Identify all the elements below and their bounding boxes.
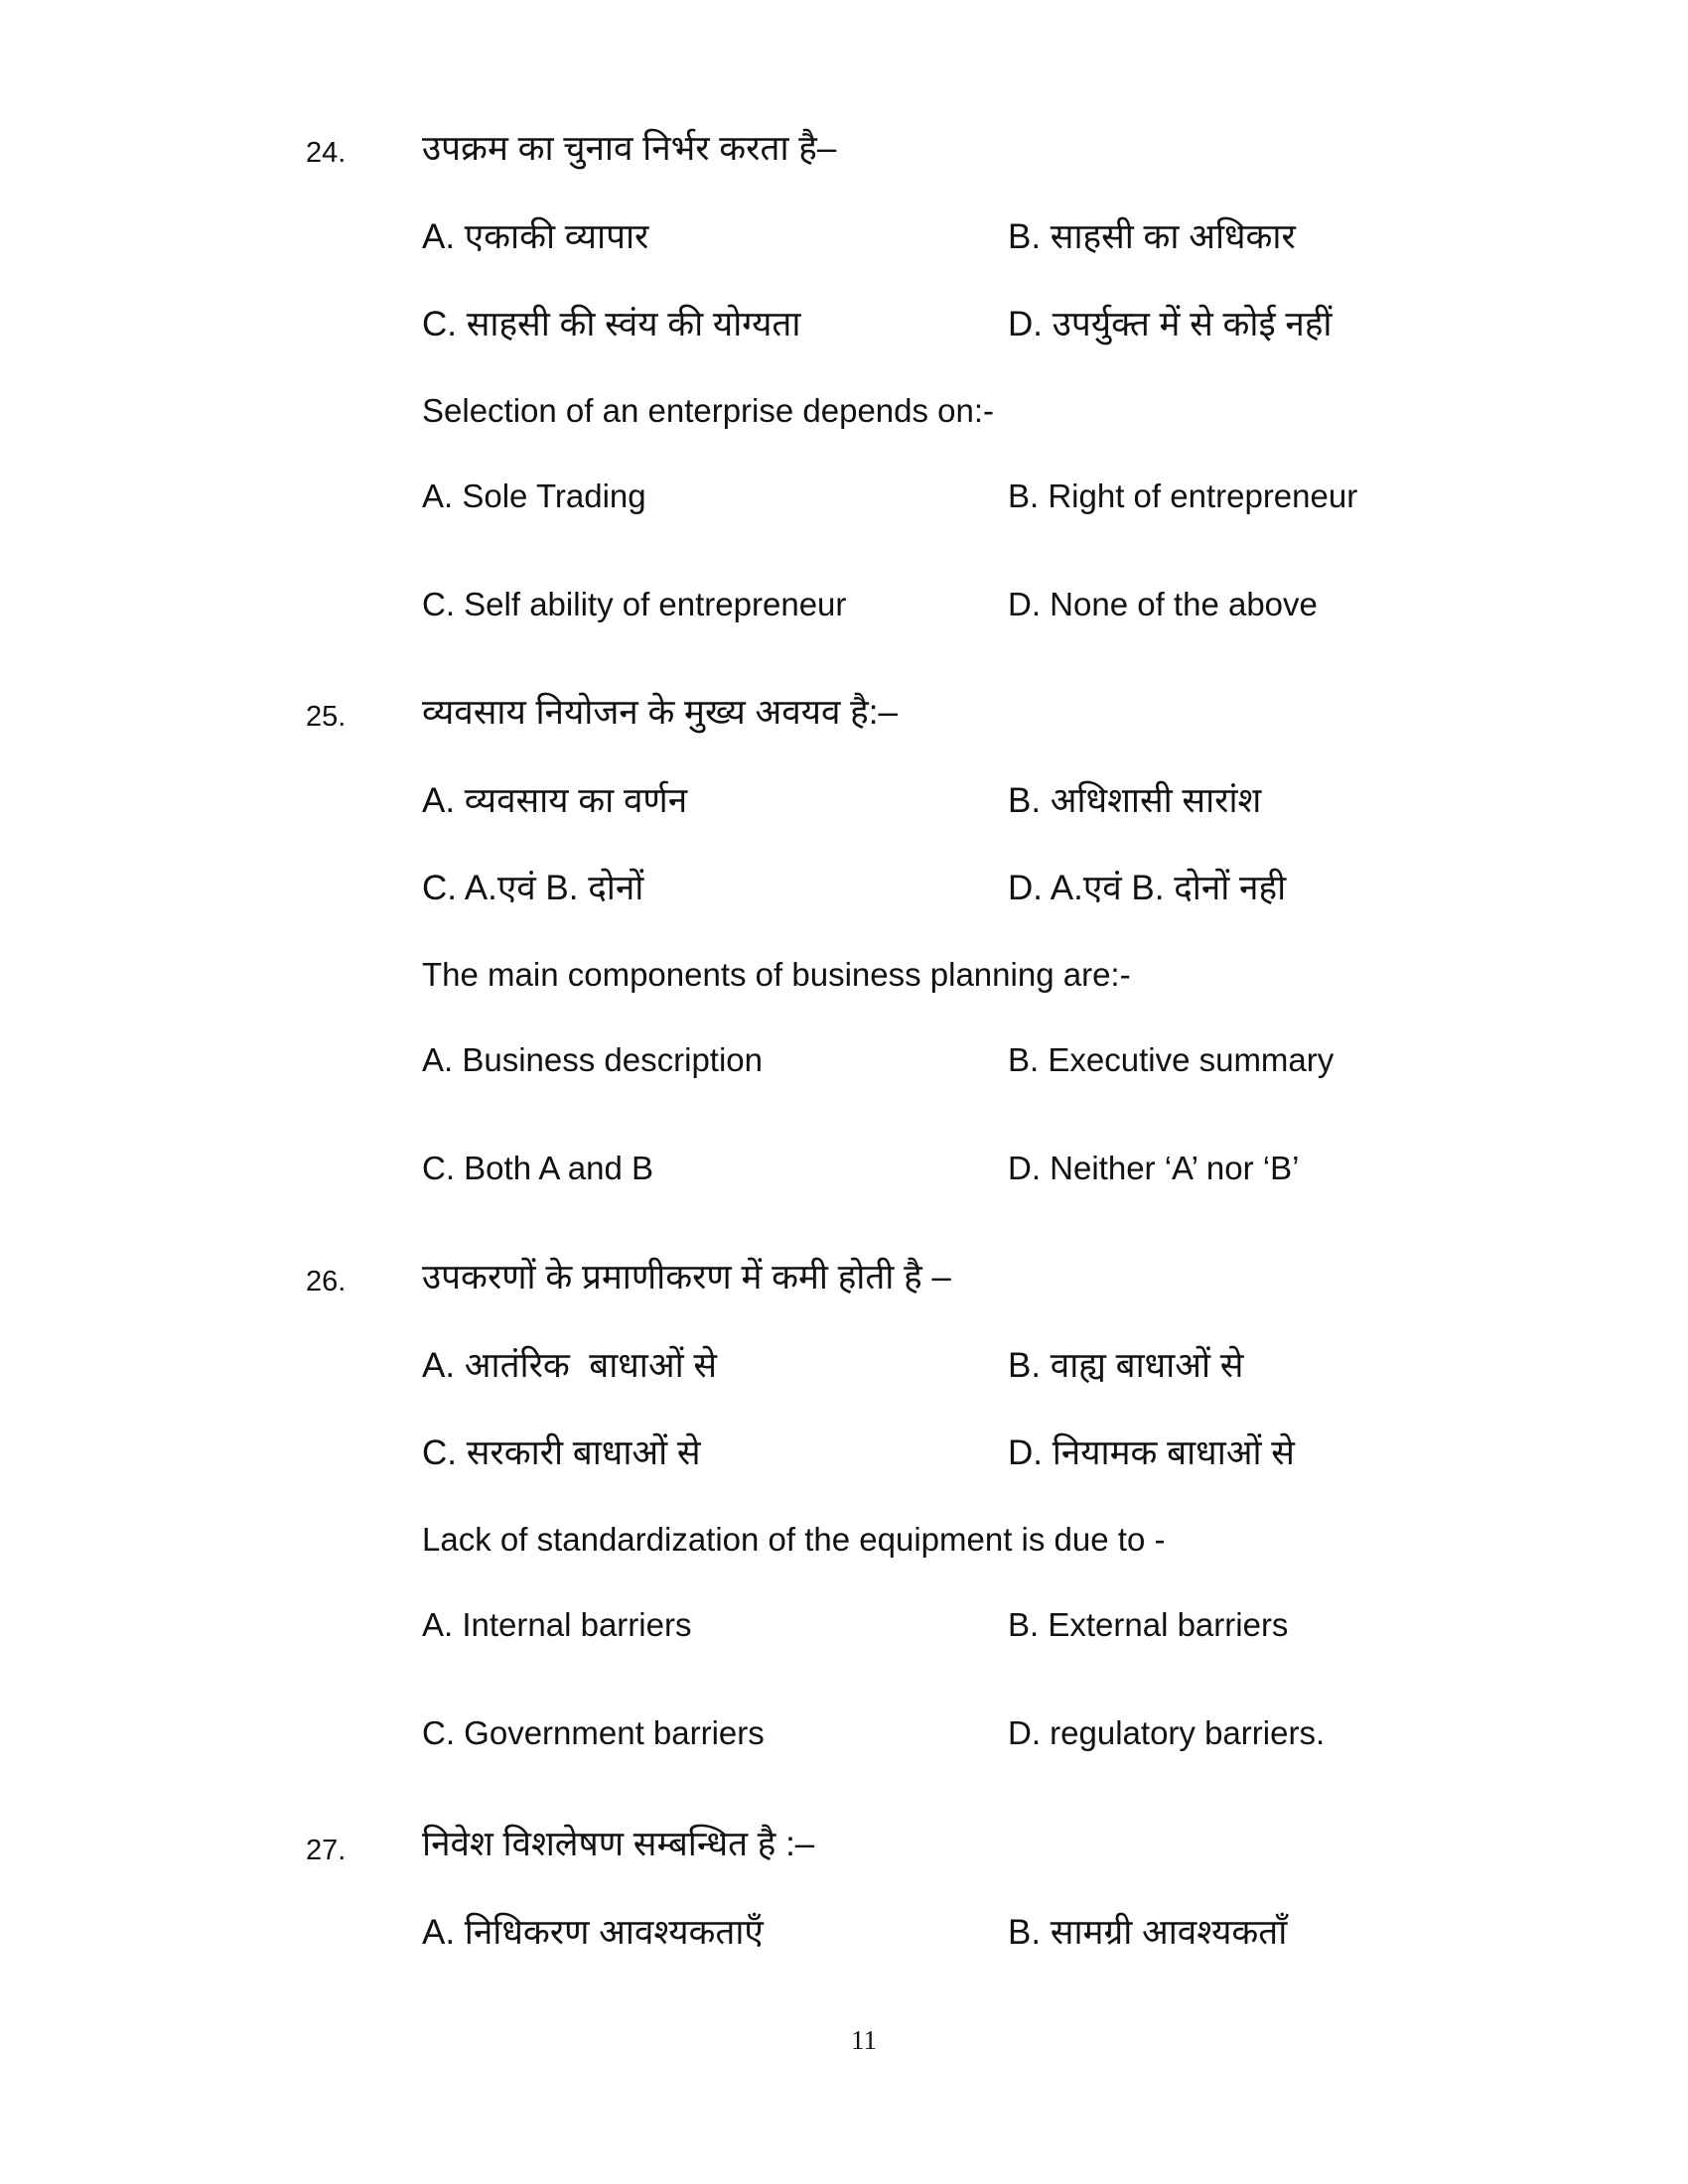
- question-text-hindi: व्यवसाय नियोजन के मुख्य अवयव है:–: [422, 693, 898, 732]
- question-text-english: The main components of business planning are:-: [422, 956, 1131, 993]
- option-d-english: D. None of the above: [1008, 586, 1318, 622]
- option-c-english: C. Government barriers: [422, 1714, 765, 1751]
- option-a-hindi: A. एकाकी व्यापार: [422, 217, 649, 256]
- option-c-hindi: C. A.एवं B. दोनों: [422, 869, 644, 907]
- option-d-hindi: D. उपर्युक्त में से कोई नहीं: [1008, 305, 1333, 343]
- option-c-english: C. Self ability of entrepreneur: [422, 586, 847, 622]
- option-b-hindi: B. वाह्य बाधाओं से: [1008, 1346, 1244, 1385]
- option-b-english: B. Right of entrepreneur: [1008, 478, 1358, 514]
- option-a-english: A. Business description: [422, 1041, 764, 1078]
- question-text-hindi: उपकरणों के प्रमाणीकरण में कमी होती है –: [422, 1258, 951, 1297]
- option-a-english: A. Internal barriers: [422, 1606, 692, 1643]
- option-c-hindi: C. साहसी की स्वंय की योग्यता: [422, 305, 801, 343]
- option-a-english: A. Sole Trading: [422, 478, 646, 514]
- option-c-english: C. Both A and B: [422, 1150, 653, 1186]
- option-d-english: D. regulatory barriers.: [1008, 1714, 1326, 1751]
- question-number: 27.: [306, 1835, 347, 1866]
- option-d-hindi: D. नियामक बाधाओं से: [1008, 1433, 1295, 1472]
- option-c-hindi: C. सरकारी बाधाओं से: [422, 1433, 701, 1472]
- question-number: 25.: [306, 701, 347, 733]
- option-b-english: B. Executive summary: [1008, 1041, 1335, 1078]
- option-b-hindi: B. सामग्री आवश्यकताँ: [1008, 1913, 1288, 1952]
- option-a-hindi: A. आतंरिक बाधाओं से: [422, 1346, 718, 1385]
- option-a-hindi: A. व्यवसाय का वर्णन: [422, 781, 688, 820]
- option-b-hindi: B. अधिशासी सारांश: [1008, 781, 1262, 820]
- option-b-english: B. External barriers: [1008, 1606, 1289, 1643]
- question-text-hindi: निवेश विशलेषण सम्बन्धित है :–: [422, 1825, 815, 1863]
- question-text-english: Selection of an enterprise depends on:-: [422, 392, 995, 429]
- option-d-hindi: D. A.एवं B. दोनों नही: [1008, 869, 1287, 907]
- option-b-hindi: B. साहसी का अधिकार: [1008, 217, 1296, 256]
- option-d-english: D. Neither ‘A’ nor ‘B’: [1008, 1150, 1300, 1186]
- question-text-hindi: उपक्रम का चुनाव निर्भर करता है–: [422, 129, 837, 168]
- question-number: 24.: [306, 137, 347, 169]
- question-number: 26.: [306, 1266, 347, 1297]
- page-number: 11: [851, 2025, 877, 2055]
- question-text-english: Lack of standardization of the equipment is due to -: [422, 1521, 1166, 1558]
- option-a-hindi: A. निधिकरण आवश्यकताएँ: [422, 1913, 764, 1952]
